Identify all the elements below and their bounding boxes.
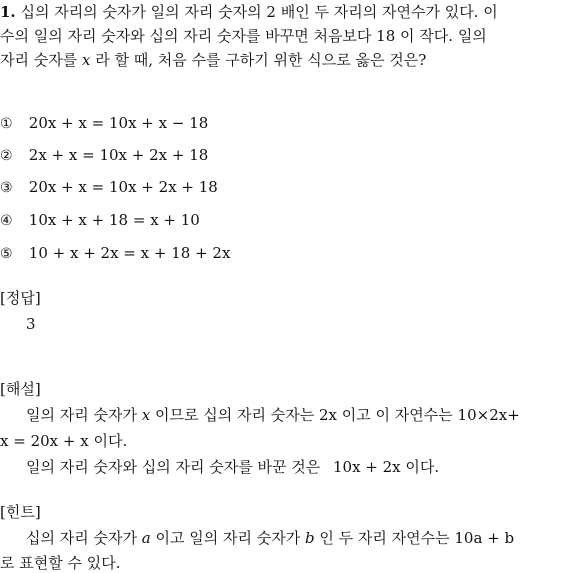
hint-text: 로 표현할 수 있다. (0, 554, 121, 572)
explanation-text: 일의 자리 숫자와 십의 자리 숫자를 바꾼 것은 (26, 458, 321, 476)
choice-5 (0, 243, 230, 264)
choice-1 (0, 113, 208, 134)
choice-3 (0, 177, 218, 198)
explanation-text: 이다. (405, 458, 440, 476)
explanation-line-1 (26, 405, 520, 425)
explanation-text: 이므로 십의 자리 숫자는 (155, 406, 315, 424)
explanation-expression: 10×2x+ (457, 406, 520, 424)
choice-equation: 20x + x = 10x + 2x + 18 (28, 178, 218, 196)
question-line-1 (0, 2, 573, 22)
choice-marker: ③ (0, 180, 13, 196)
hint-expression: 10a + b (454, 529, 515, 547)
question-text-3a: 자리 숫자를 (0, 51, 78, 69)
hint-text: 이고 일의 자리 숫자가 (155, 529, 301, 547)
hint-line-1 (26, 528, 514, 548)
explanation-expression: x = 20x + x (0, 432, 89, 450)
choice-marker: ④ (0, 213, 13, 229)
question-variable: x (82, 51, 91, 69)
question-line-3 (0, 50, 573, 70)
explanation-expression: 2x (319, 406, 338, 424)
choice-marker: ① (0, 116, 13, 132)
question-number: 1. (0, 3, 16, 21)
choice-equation: 10x + x + 18 = x + 10 (28, 211, 200, 229)
explanation-line-3 (26, 457, 439, 477)
hint-label: [힌트] (0, 503, 41, 521)
hint-variable: b (304, 529, 315, 547)
answer-value: 3 (26, 315, 36, 333)
explanation-text: 일의 자리 숫자가 (26, 406, 137, 424)
question-text-1: 십의 자리의 숫자가 일의 자리 숫자의 2 배인 두 자리의 자연수가 있다. 이 (20, 3, 498, 21)
question-text-2: 수의 일의 자리 숫자와 십의 자리 숫자를 바꾸면 처음보다 18 이 작다. 일의 (0, 27, 487, 45)
explanation-variable: x (141, 406, 151, 424)
choice-equation: 10 + x + 2x = x + 18 + 2x (28, 244, 231, 262)
explanation-text: 이다. (93, 432, 128, 450)
hint-text: 인 두 자리 자연수는 (319, 529, 450, 547)
choice-equation: 2x + x = 10x + 2x + 18 (28, 146, 209, 164)
choice-marker: ⑤ (0, 246, 13, 262)
choice-4 (0, 210, 200, 231)
hint-variable: a (141, 529, 151, 547)
hint-text: 십의 자리 숫자가 (26, 529, 137, 547)
choice-equation: 20x + x = 10x + x − 18 (28, 114, 209, 132)
explanation-line-2 (0, 431, 573, 451)
explanation-label: [해설] (0, 380, 41, 398)
answer-label: [정답] (0, 289, 41, 307)
explanation-expression: 10x + 2x (332, 458, 401, 476)
question-line-2 (0, 26, 573, 46)
hint-line-2 (0, 553, 573, 573)
question-line-1-text (0, 2, 498, 22)
explanation-text: 이고 이 자연수는 (341, 406, 453, 424)
question-text-3b: 라 할 때, 처음 수를 구하기 위한 식으로 옳은 것은? (95, 51, 427, 69)
choice-2 (0, 145, 208, 166)
choice-marker: ② (0, 148, 13, 164)
